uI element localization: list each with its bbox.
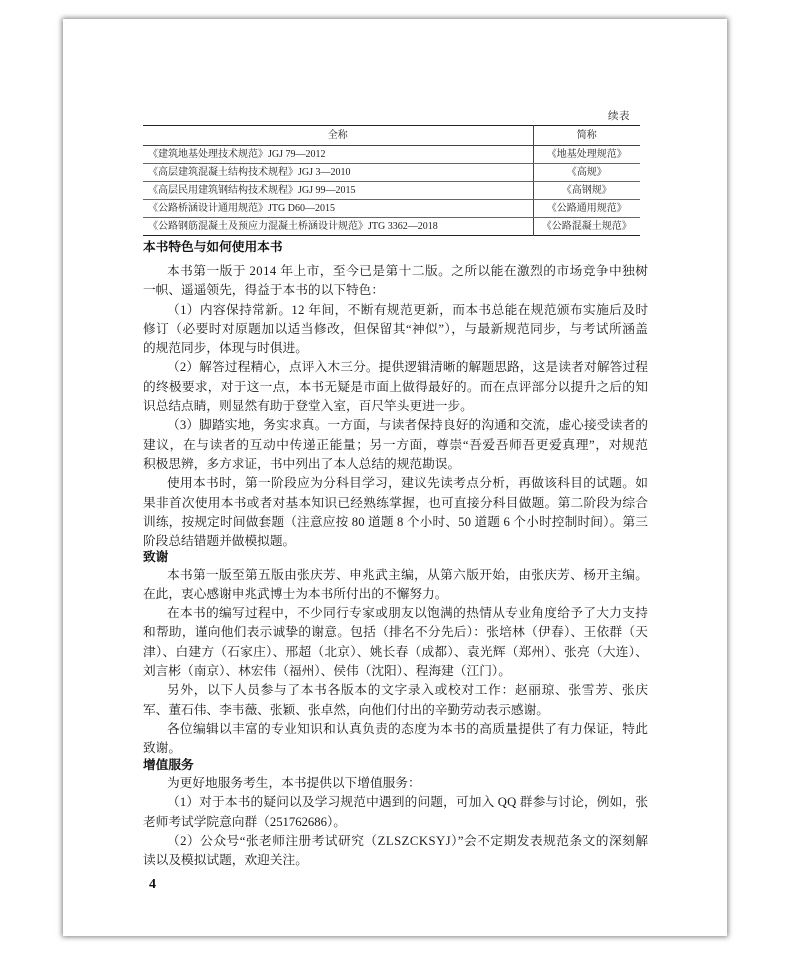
text-line: 一帜、遥遥领先，得益于本书的以下特色： [143, 283, 385, 298]
text-line: （1）内容保持常新。12 年间，不断有规范更新，而本书总能在规范颁布实施后及时 [167, 302, 649, 317]
text-line: 建议，在与读者的互动中传递正能量；另一方面，尊崇“吾爱吾师吾更爱真理”，对规范 [143, 437, 649, 452]
text-line: 训练，按规定时间做套题（注意应按 80 道题 8 个小时、50 道题 6 个小时控制时间）。第三 [143, 514, 649, 529]
text-line: 的规范同步，体现与时俱进。 [143, 341, 308, 356]
text-line: （3）脚踏实地，务实求真。一方面，与读者保持良好的沟通和交流，虚心接受读者的 [167, 418, 649, 433]
table-row [143, 146, 640, 164]
paragraph [143, 604, 648, 681]
paragraph [143, 793, 648, 832]
paragraph [143, 681, 648, 720]
text-line: （2）公众号“张老师注册考试研究（ZLSZCKSYJ）”会不定期发表规范条文的深刻解 [167, 833, 649, 848]
text-line: 本书第一版至第五版由张庆芳、申兆武主编，从第六版开始，由张庆芳、杨开主编。 [167, 567, 649, 582]
text-line: 识总结点睛，则显然有助于登堂入室，百尺竿头更进一步。 [143, 399, 473, 414]
text-line: 读以及模拟试题，欢迎关注。 [143, 853, 308, 868]
table-header-full-name: 全称 [143, 126, 533, 146]
text-line: 本书第一版于 2014 年上市，至今已是第十二版。之所以能在激烈的市场竞争中独树 [167, 264, 649, 278]
continued-table-label: 续表 [608, 111, 630, 122]
page-number: 4 [149, 877, 156, 892]
section-heading: 增值服务 [143, 758, 194, 772]
table-cell-full-name: 《建筑地基处理技术规范》JGJ 79—2012 [143, 146, 533, 164]
section-heading: 致谢 [143, 549, 169, 564]
text-line: 军、董石伟、李韦薇、张颖、张卓然，向他们付出的辛勤劳动表示感谢。 [143, 702, 549, 717]
paragraph [143, 262, 648, 301]
text-line: 的终极要求，对于这一点，本书无疑是市面上做得最好的。而在点评部分以提升之后的知 [143, 379, 649, 394]
text-line: 致谢。 [143, 741, 182, 756]
table-cell-full-name: 《公路钢筋混凝土及预应力混凝土桥涵设计规范》JTG 3362—2018 [148, 221, 438, 232]
text-line: 在此，衷心感谢申兆武博士为本书所付出的不懈努力。 [143, 586, 448, 601]
standards-table [143, 125, 640, 236]
paragraph [143, 301, 648, 359]
paragraph [143, 832, 648, 871]
table-row [143, 218, 640, 236]
text-line: 使用本书时，第一阶段应为分科目学习，建议先读考点分析，再做该科目的试题。如 [167, 476, 649, 491]
paragraph [143, 774, 648, 793]
section-acknowledgements [143, 549, 648, 759]
text-line: 积极思辨，多方求证，书中列出了本人总结的规范勘误。 [143, 456, 461, 471]
text-line: （1）对于本书的疑问以及学习规范中遇到的问题，可加入 QQ 群参与讨论，例如，张 [167, 795, 649, 810]
text-line: 另外，以下人员参与了本书各版本的文字录入或校对工作：赵丽琼、张雪芳、张庆 [167, 683, 649, 698]
paragraph [143, 358, 648, 416]
table-row [143, 164, 640, 182]
table-header-row [143, 126, 640, 146]
text-line: 修订（必要时对原题加以适当修改，但保留其“神似”），与最新规范同步，与考试所涵盖 [143, 321, 649, 336]
table-cell-short-name: 《公路通用规范》 [533, 200, 640, 218]
table-cell-short-name: 《高规》 [533, 164, 640, 182]
table-cell-full-name: 《高层建筑混凝土结构技术规程》JGJ 3—2010 [143, 164, 533, 182]
text-line: 津）、白建方（石家庄）、邢超（北京）、姚长春（成都）、袁光辉（郑州）、张亮（大连）、 [143, 644, 649, 659]
text-line: 各位编辑以丰富的专业知识和认真负责的态度为本书的高质量提供了有力保证，特此 [167, 721, 649, 736]
table-cell-full-name: 《高层民用建筑钢结构技术规程》JGJ 99—2015 [143, 182, 533, 200]
table-cell-full-name: 《公路桥涵设计通用规范》JTG D60—2015 [143, 200, 533, 218]
text-line: 在本书的编写过程中，不少同行专家或朋友以饱满的热情从专业角度给予了大力支持 [167, 606, 649, 621]
text-line: 和帮助，谨向他们表示诚挚的谢意。包括（排名不分先后）：张培林（伊春）、王依群（天 [143, 625, 649, 640]
section-heading: 本书特色与如何使用本书 [143, 239, 283, 254]
text-line: 老师考试学院意向群（251762686）。 [143, 814, 346, 829]
section-value-added-services [143, 757, 648, 870]
text-line: 果非首次使用本书或者对基本知识已经熟练掌握，也可直接分科目做题。第二阶段为综合 [143, 495, 649, 510]
table-row [143, 182, 640, 200]
table-cell-short-name: 《地基处理规范》 [533, 146, 640, 164]
text-line: 为更好地服务考生，本书提供以下增值服务： [167, 776, 421, 790]
paragraph [143, 474, 648, 551]
table-header-short-name: 简称 [533, 126, 640, 146]
table-row [143, 200, 640, 218]
paragraph [143, 416, 648, 474]
text-line: 刘言彬（南京）、林宏伟（福州）、侯伟（沈阳）、程海建（江门）。 [143, 663, 511, 678]
text-line: 阶段总结错题并做模拟题。 [143, 534, 296, 549]
text-line: （2）解答过程精心，点评入木三分。提供逻辑清晰的解题思路，这是读者对解答过程 [167, 360, 649, 375]
table-cell-short-name: 《公路混凝土规范》 [533, 218, 640, 236]
section-features-and-usage [143, 239, 648, 552]
paragraph [143, 566, 648, 605]
paragraph [143, 720, 648, 759]
table-cell-short-name: 《高钢规》 [533, 182, 640, 200]
